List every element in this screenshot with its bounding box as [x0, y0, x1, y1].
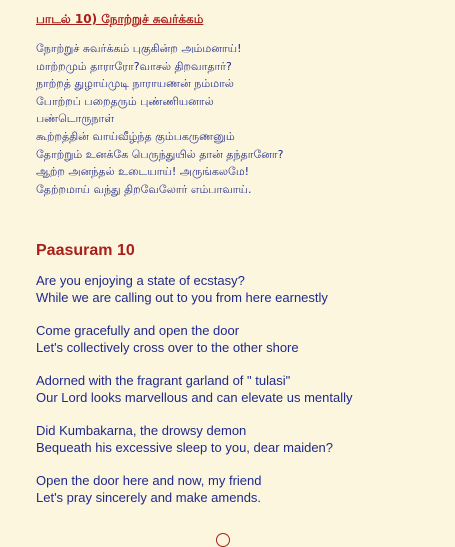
tamil-verse-line: பண்டொருநாள்	[36, 112, 115, 126]
tamil-verse-line: மாற்றமும் தாராரோ?வாசல் திறவாதார்?	[36, 59, 232, 73]
english-verse-line: Our Lord looks marvellous and can elevate us mentally	[36, 390, 353, 405]
english-verse-line: Open the door here and now, my friend	[36, 473, 262, 488]
english-verse-line: Bequeath his excessive sleep to you, dear maiden?	[36, 440, 334, 455]
english-stanza	[36, 472, 261, 506]
tamil-verse-line: கூற்றத்தின் வாய்வீழ்ந்த கும்பகருணனும்	[36, 129, 235, 143]
page-marker-circle	[216, 533, 230, 547]
english-verse-line: Let's pray sincerely and make amends.	[36, 490, 262, 505]
english-verse-line: Let's collectively cross over to the other shore	[36, 340, 299, 355]
english-stanza	[36, 372, 353, 406]
tamil-verse-line: நாற்றத் துழாய்முடி நாராயணன் நம்மால்	[36, 77, 234, 91]
english-verse-line: Are you enjoying a state of ecstasy?	[36, 273, 245, 288]
english-verse-line: Did Kumbakarna, the drowsy demon	[36, 423, 247, 438]
tamil-verse-line: தேற்றமாய் வந்து திறவேலோர் எம்பாவாய்.	[36, 182, 252, 196]
tamil-verse-line: ஆற்ற அனந்தல் உடையாய்! அருங்கலமே!	[36, 165, 250, 179]
tamil-song-title: பாடல் 10) நோற்றுச் சுவர்க்கம்	[36, 12, 204, 26]
english-verse-line: Adorned with the fragrant garland of " tulasi"	[36, 373, 291, 388]
english-verse-line: Come gracefully and open the door	[36, 323, 240, 338]
tamil-verse-line: போற்றப் பறைதரும் புண்ணியனால்	[36, 94, 214, 108]
english-paasuram-title: Paasuram 10	[36, 242, 135, 259]
english-stanza	[36, 272, 328, 306]
tamil-verse-line: நோற்றுச் சுவர்க்கம் புகுகின்ற அம்மனாய்!	[36, 42, 242, 55]
english-stanza	[36, 322, 299, 356]
english-verse-line: While we are calling out to you from here earnestly	[36, 290, 328, 305]
english-stanza	[36, 422, 333, 456]
tamil-verse-line: தோற்றும் உனக்கே பெருந்துயில் தான் தந்தானோ?	[36, 147, 284, 161]
tamil-verse	[36, 40, 284, 198]
